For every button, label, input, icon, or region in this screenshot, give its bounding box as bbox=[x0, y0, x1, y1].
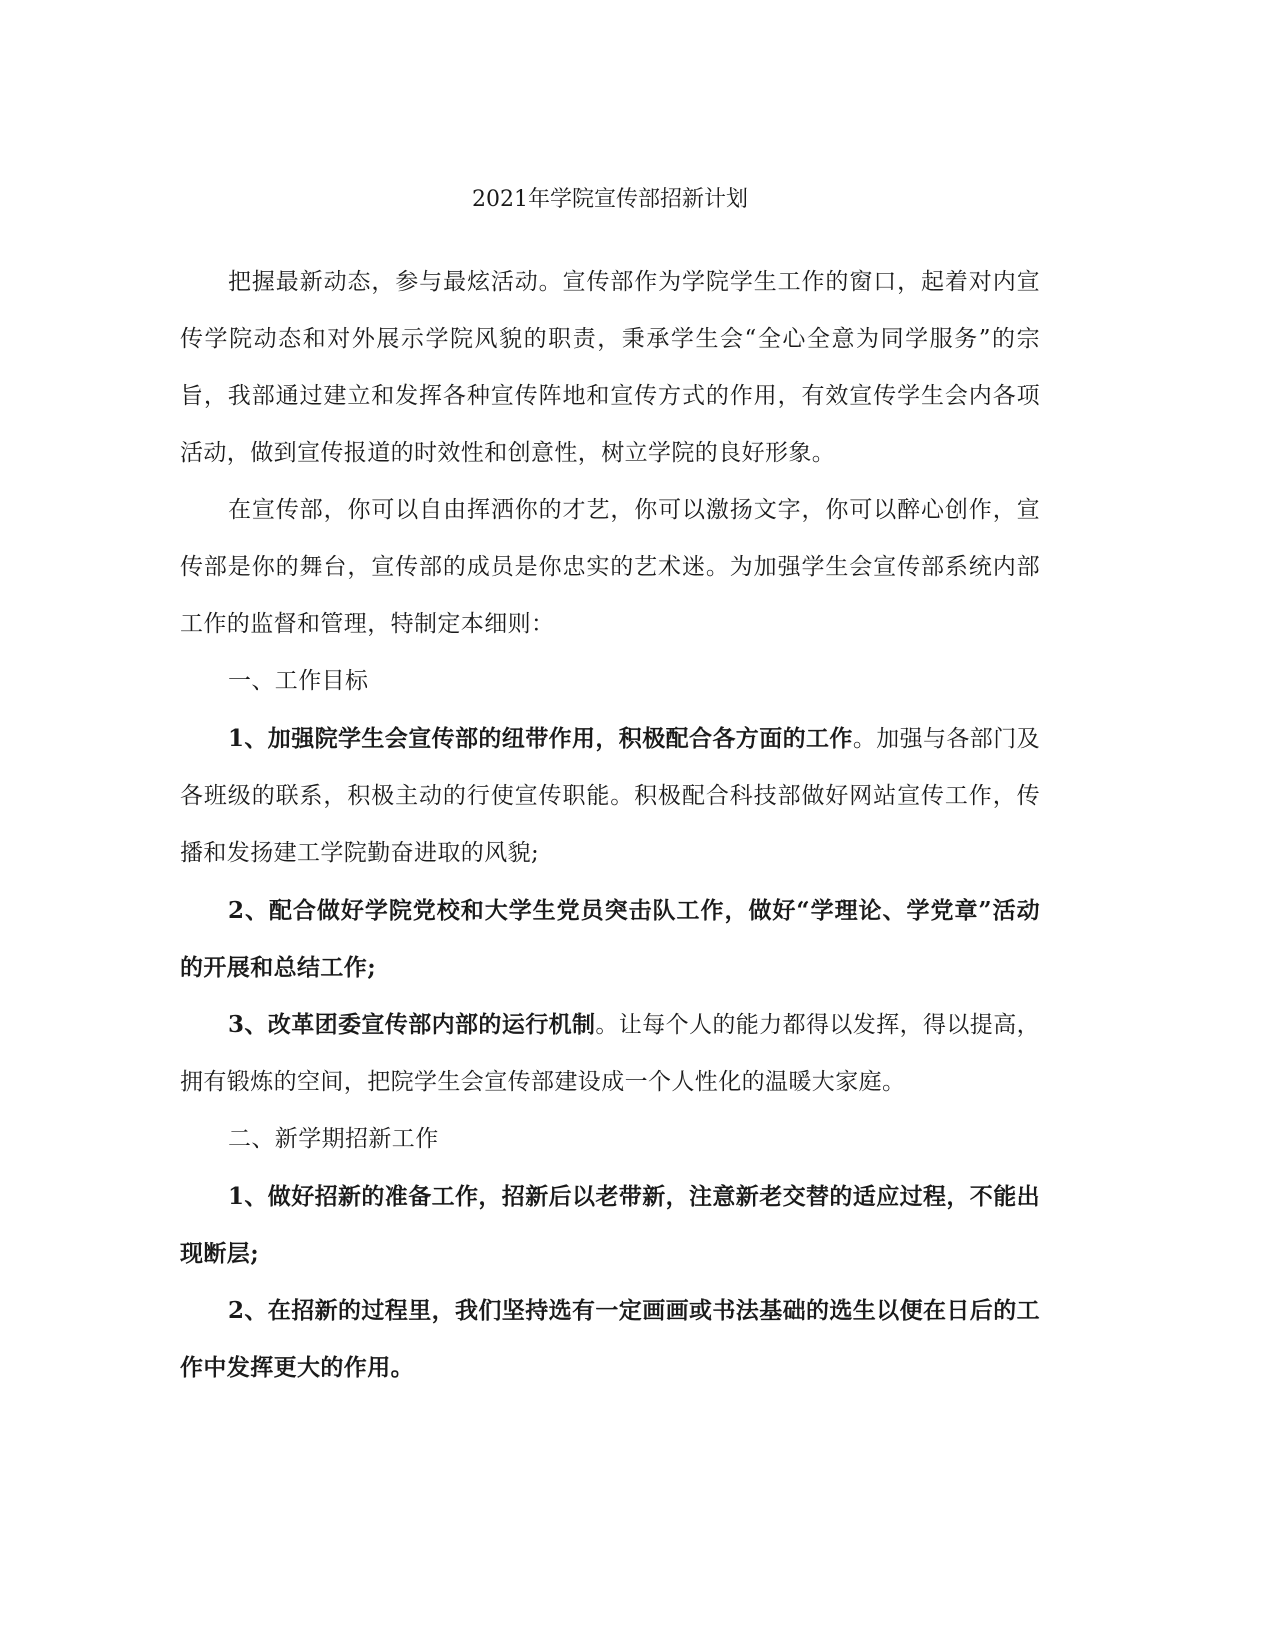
document-title: 2021年学院宣传部招新计划 bbox=[472, 187, 748, 212]
goal-item-1-lead: 1、加强院学生会宣传部的纽带作用，积极配合各方面的工作 bbox=[228, 725, 853, 752]
section-heading-goals: 一、工作目标 bbox=[228, 668, 369, 694]
recruitment-item-1: 1、做好招新的准备工作，招新后以老带新，注意新老交替的适应过程，不能出现断层; bbox=[180, 1183, 1041, 1267]
purpose-paragraph: 在宣传部，你可以自由挥洒你的才艺，你可以激扬文字，你可以醉心创作，宣传部是你的舞台，宣传部的成员是你忠实的艺术迷。为加强学生会宣传部系统内部工作的监督和管理，特制定本细则： bbox=[180, 497, 1040, 637]
goal-item-3 bbox=[180, 996, 1040, 1111]
intro-paragraph: 把握最新动态，参与最炫活动。宣传部作为学院学生工作的窗口，起着对内宣传学院动态和对外展示学院风貌的职责，秉承学生会“全心全意为同学服务”的宗旨，我部通过建立和发挥各种宣传阵地和宣传方式的作用，有效宣传学生会内各项活动，做到宣传报道的时效性和创意性，树立学院的良好形象。 bbox=[180, 269, 1040, 466]
section-heading-recruitment: 二、新学期招新工作 bbox=[228, 1126, 439, 1152]
recruitment-item-2: 2、在招新的过程里，我们坚持选有一定画画或书法基础的选生以便在日后的工作中发挥更大的作用。 bbox=[180, 1297, 1041, 1381]
goal-item-1 bbox=[180, 710, 1040, 882]
document-body bbox=[180, 254, 1040, 1396]
goal-item-3-lead: 3、改革团委宣传部内部的运行机制 bbox=[228, 1011, 596, 1038]
goal-item-1-rest: 。加强与各部门及各班级的联系，积极主动的行使宣传职能。积极配合科技部做好网站宣传工作，传播和发扬建工学院勤奋进取的风貌; bbox=[180, 726, 1041, 866]
goal-item-3-rest: 。让每个人的能力都得以发挥，得以提高，拥有锻炼的空间，把院学生会宣传部建设成一个人性化的温暖大家庭。 bbox=[180, 1012, 1041, 1095]
goal-item-2: 2、配合做好学院党校和大学生党员突击队工作，做好“学理论、学党章”活动的开展和总结工作; bbox=[180, 897, 1040, 981]
